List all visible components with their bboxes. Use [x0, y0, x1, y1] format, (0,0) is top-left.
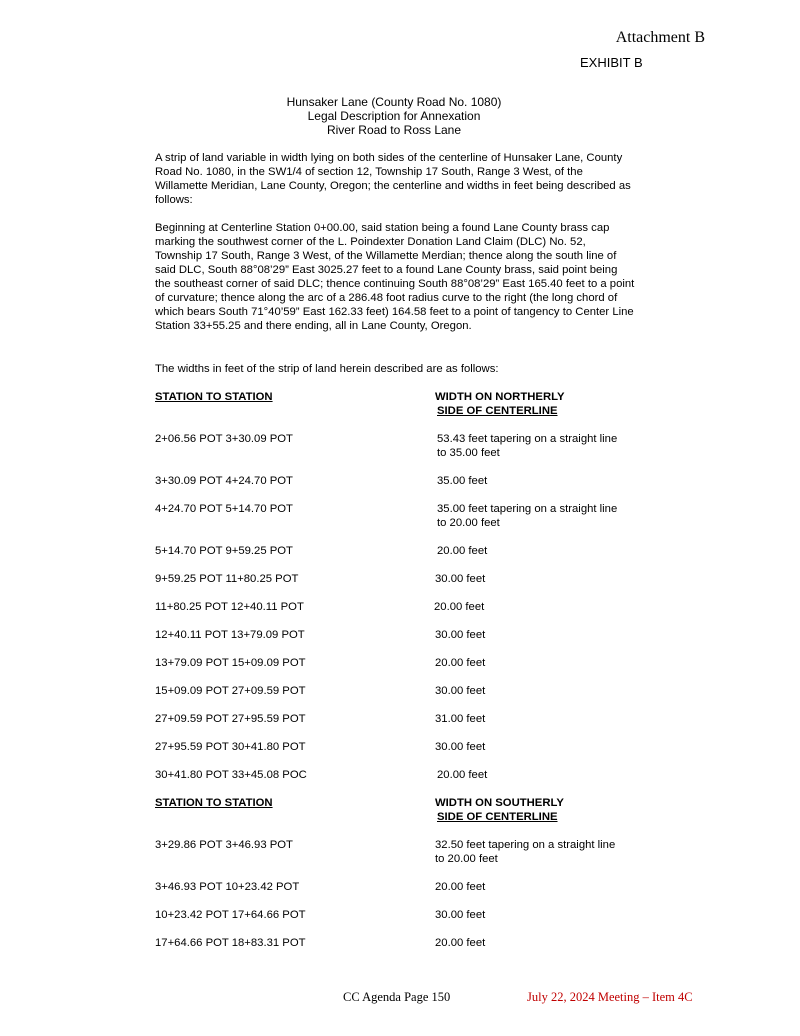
- north-width-header-line-2: SIDE OF CENTERLINE: [437, 405, 558, 417]
- south-row-width: 20.00 feet: [435, 937, 486, 949]
- north-row-width: 20.00 feet: [434, 601, 485, 613]
- north-row-station: 30+41.80 POT 33+45.08 POC: [155, 769, 307, 781]
- footer-meeting-info: July 22, 2024 Meeting – Item 4C: [527, 990, 693, 1004]
- north-row-station: 27+95.59 POT 30+41.80 POT: [155, 741, 306, 753]
- north-row-width: 20.00 feet: [437, 769, 488, 781]
- intro-paragraph: A strip of land variable in width lying on both sides of the centerline of Hunsaker Lane, County Road No. 1080, in the SW1/4 of section 12, Township 17 South, Range 3 West, of the Willamette Meridian, Lane County, Oregon; the centerline and widths in feet being described as follows:: [155, 152, 631, 206]
- south-row-width: 32.50 feet tapering on a straight line to 20.00 feet: [435, 839, 616, 865]
- north-row-station: 9+59.25 POT 11+80.25 POT: [155, 573, 299, 585]
- south-width-header-line-2: SIDE OF CENTERLINE: [437, 811, 558, 823]
- exhibit-label: EXHIBIT B: [580, 55, 643, 70]
- north-row-station: 2+06.56 POT 3+30.09 POT: [155, 433, 293, 445]
- south-width-header-line-1: WIDTH ON SOUTHERLY: [435, 797, 564, 809]
- north-row-width: 31.00 feet: [435, 713, 486, 725]
- south-station-header: STATION TO STATION: [155, 797, 273, 809]
- attachment-label: Attachment B: [615, 29, 705, 46]
- north-station-header: STATION TO STATION: [155, 391, 273, 403]
- north-row-station: 11+80.25 POT 12+40.11 POT: [155, 601, 304, 613]
- north-row-station: 5+14.70 POT 9+59.25 POT: [155, 545, 293, 557]
- north-row-width: 53.43 feet tapering on a straight line to 35.00 feet: [437, 433, 618, 459]
- south-row-station: 3+46.93 POT 10+23.42 POT: [155, 881, 300, 893]
- south-row-width: 20.00 feet: [435, 881, 486, 893]
- south-row-station: 10+23.42 POT 17+64.66 POT: [155, 909, 306, 921]
- north-row-width: 35.00 feet: [437, 475, 488, 487]
- north-row-station: 13+79.09 POT 15+09.09 POT: [155, 657, 306, 669]
- north-row-width: 30.00 feet: [435, 741, 486, 753]
- south-row-station: 17+64.66 POT 18+83.31 POT: [155, 937, 306, 949]
- north-width-header-line-1: WIDTH ON NORTHERLY: [435, 391, 565, 403]
- footer-page-number: CC Agenda Page 150: [343, 990, 451, 1004]
- north-row-width: 30.00 feet: [435, 685, 486, 697]
- north-row-width: 20.00 feet: [435, 657, 486, 669]
- north-row-width: 30.00 feet: [435, 573, 486, 585]
- document-title-line-1: Hunsaker Lane (County Road No. 1080): [286, 95, 502, 109]
- north-row-station: 4+24.70 POT 5+14.70 POT: [155, 503, 293, 515]
- beginning-paragraph: Beginning at Centerline Station 0+00.00, said station being a found Lane County brass cap marking the southwest corner of the L. Poindexter Donation Land Claim (DLC) No. 52, Township 17 South, Range 3 West, of the Willamette Merdian; thence along the south line of said DLC, South 88°08’29” East 3025.27 feet to a found Lane County brass, said point being the southeast corner of said DLC; thence continuing South 88°08’29” East 165.40 feet to a point of curvature; thence along the arc of a 286.48 foot radius curve to the right (the long chord of which bears South 71°40’59” East 162.33 feet) 164.58 feet to a point of tangency to Center Line Station 33+55.25 and there ending, all in Lane County, Oregon.: [155, 222, 635, 332]
- south-row-station: 3+29.86 POT 3+46.93 POT: [155, 839, 293, 851]
- north-row-station: 15+09.09 POT 27+09.59 POT: [155, 685, 306, 697]
- north-row-width: 35.00 feet tapering on a straight line to 20.00 feet: [437, 503, 618, 529]
- north-row-width: 20.00 feet: [437, 545, 488, 557]
- north-row-width: 30.00 feet: [435, 629, 486, 641]
- south-row-width: 30.00 feet: [435, 909, 486, 921]
- document-title-line-3: River Road to Ross Lane: [326, 123, 462, 137]
- widths-intro-paragraph: The widths in feet of the strip of land herein described are as follows:: [155, 363, 499, 375]
- document-title-line-2: Legal Description for Annexation: [307, 109, 481, 123]
- north-row-station: 12+40.11 POT 13+79.09 POT: [155, 629, 305, 641]
- north-row-station: 27+09.59 POT 27+95.59 POT: [155, 713, 306, 725]
- north-row-station: 3+30.09 POT 4+24.70 POT: [155, 475, 293, 487]
